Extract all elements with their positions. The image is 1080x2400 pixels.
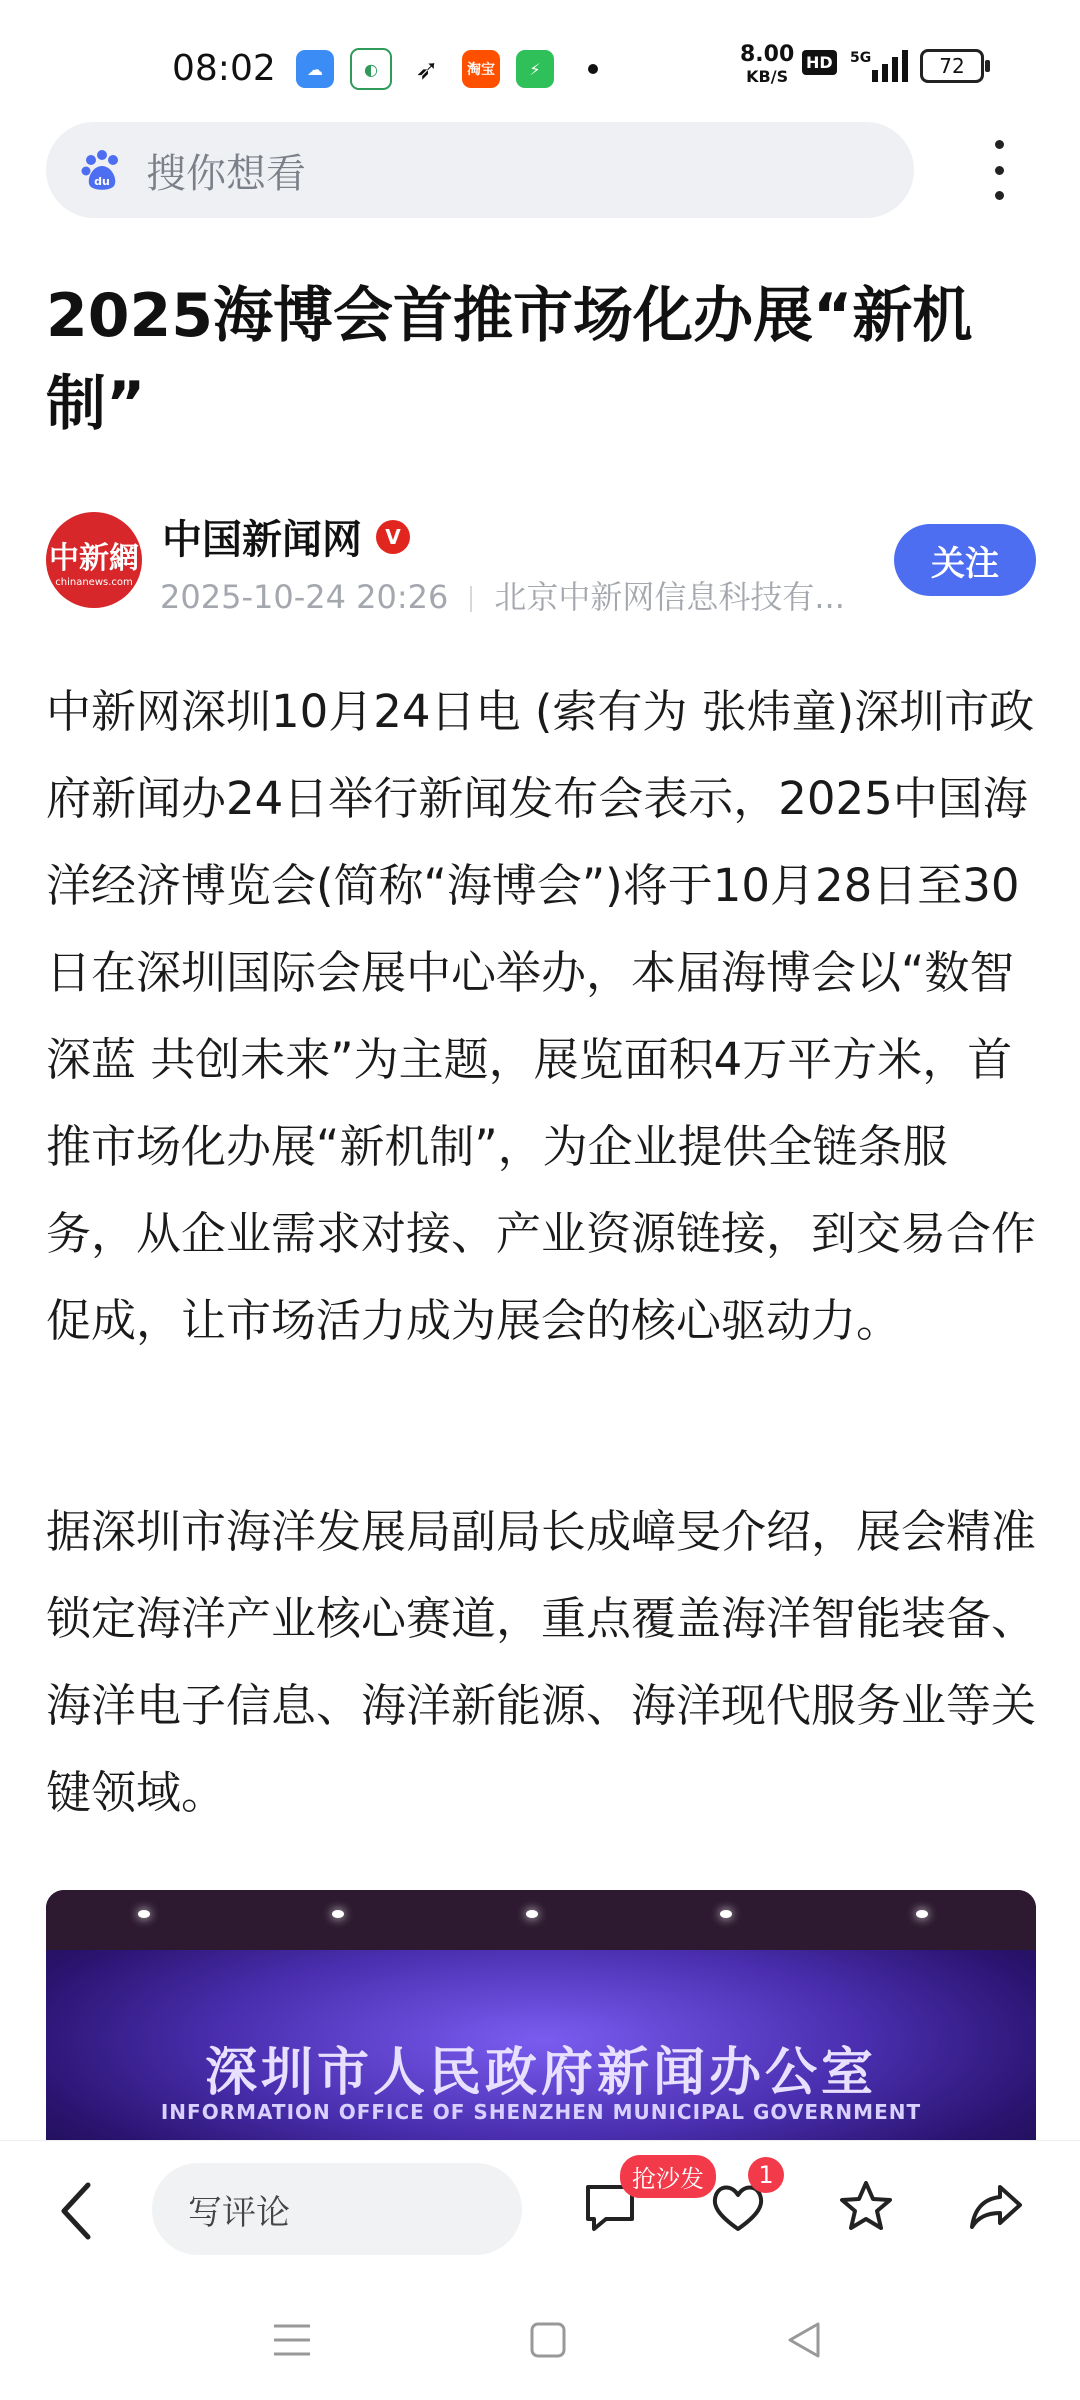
signal-5g-icon: [850, 48, 912, 84]
system-nav-bar: [0, 2280, 1080, 2400]
baidu-paw-icon: [78, 146, 126, 194]
favorite-star-icon[interactable]: [836, 2177, 896, 2237]
search-input[interactable]: 搜你想看: [146, 150, 306, 197]
author-name[interactable]: 中国新闻网: [162, 517, 362, 563]
comment-placeholder: 写评论: [188, 2192, 290, 2233]
ceiling-light: [720, 1910, 732, 1918]
battery-icon: 72: [920, 49, 984, 83]
article-title: 2025海博会首推市场化办展“新机制”: [46, 281, 973, 439]
network-speed-value: 8.00: [740, 42, 795, 67]
like-count-badge: 1: [748, 2157, 784, 2193]
hd-icon: HD: [802, 50, 837, 75]
follow-button[interactable]: 关注: [894, 524, 1036, 596]
publish-datetime: 2025-10-24 20:26: [160, 578, 449, 616]
status-time: 08:02: [172, 48, 276, 89]
sofa-badge: 抢沙发: [620, 2155, 716, 2198]
more-options-icon[interactable]: [984, 140, 1014, 200]
image-sign-chinese: 深圳市人民政府新闻办公室: [204, 2043, 877, 2103]
ceiling-band: [46, 1890, 1036, 1950]
ceiling-light: [526, 1910, 538, 1918]
home-square-icon[interactable]: [528, 2320, 568, 2360]
avatar-logo-text: 中新網: [49, 540, 139, 576]
author-avatar[interactable]: [46, 512, 142, 608]
status-bar: [0, 0, 1080, 110]
article-paragraph: 据深圳市海洋发展局副局长成嶂旻介绍，展会精准锁定海洋产业核心赛道，重点覆盖海洋智能装备、海洋电子信息、海洋新能源、海洋现代服务业等关键领域。: [46, 1505, 1037, 1819]
more-notifications-dot-icon: [588, 64, 598, 74]
taobao-app-icon: 淘宝: [462, 50, 500, 88]
green-app-icon: ◐: [350, 48, 392, 90]
article-paragraph: 中新网深圳10月24日电 (索有为 张炜童)深圳市政府新闻办24日举行新闻发布会表示，2025中国海洋经济博览会(简称“海博会”)将于10月28日至30日在深圳国际会展中心举办，本届海博会以“数智深蓝 共创未来”为主题，展览面积4万平方米，首推市场化办展“新机制”，为企业提供全链条服务，从企业需求对接、产业资源链接，到交易合作促成，让市场活力成为展会的核心驱动力。: [46, 685, 1037, 1347]
meta-divider: [470, 586, 472, 612]
bird-app-icon: ➶: [408, 50, 446, 88]
article-meta: [160, 572, 860, 618]
svg-text:du: du: [94, 175, 110, 188]
network-speed: [740, 44, 794, 88]
search-bar[interactable]: [46, 122, 914, 218]
system-status: [740, 44, 1080, 94]
back-arrow-icon[interactable]: [56, 2179, 96, 2243]
comment-input[interactable]: [152, 2163, 522, 2255]
bottom-action-bar: [0, 2140, 1080, 2281]
back-triangle-icon[interactable]: [784, 2320, 824, 2360]
ceiling-light: [138, 1910, 150, 1918]
notification-icons: [296, 48, 598, 90]
article-image[interactable]: [46, 1890, 1036, 2140]
publisher-name: 北京中新网信息科技有...: [494, 578, 845, 616]
ceiling-light: [916, 1910, 928, 1918]
share-icon[interactable]: [966, 2177, 1026, 2237]
avatar-logo-sub: chinanews.com: [55, 576, 133, 588]
menu-icon[interactable]: [270, 2320, 314, 2360]
author-name-row[interactable]: [162, 508, 410, 565]
verified-icon: V: [376, 520, 410, 554]
image-sign-english: INFORMATION OFFICE OF SHENZHEN MUNICIPAL GOVERNMENT: [160, 2100, 922, 2124]
weather-app-icon: ☁: [296, 50, 334, 88]
ceiling-light: [332, 1910, 344, 1918]
battery-saver-app-icon: ⚡: [516, 50, 554, 88]
svg-text:5G: 5G: [850, 50, 872, 66]
network-speed-unit: KB/S: [746, 67, 789, 86]
